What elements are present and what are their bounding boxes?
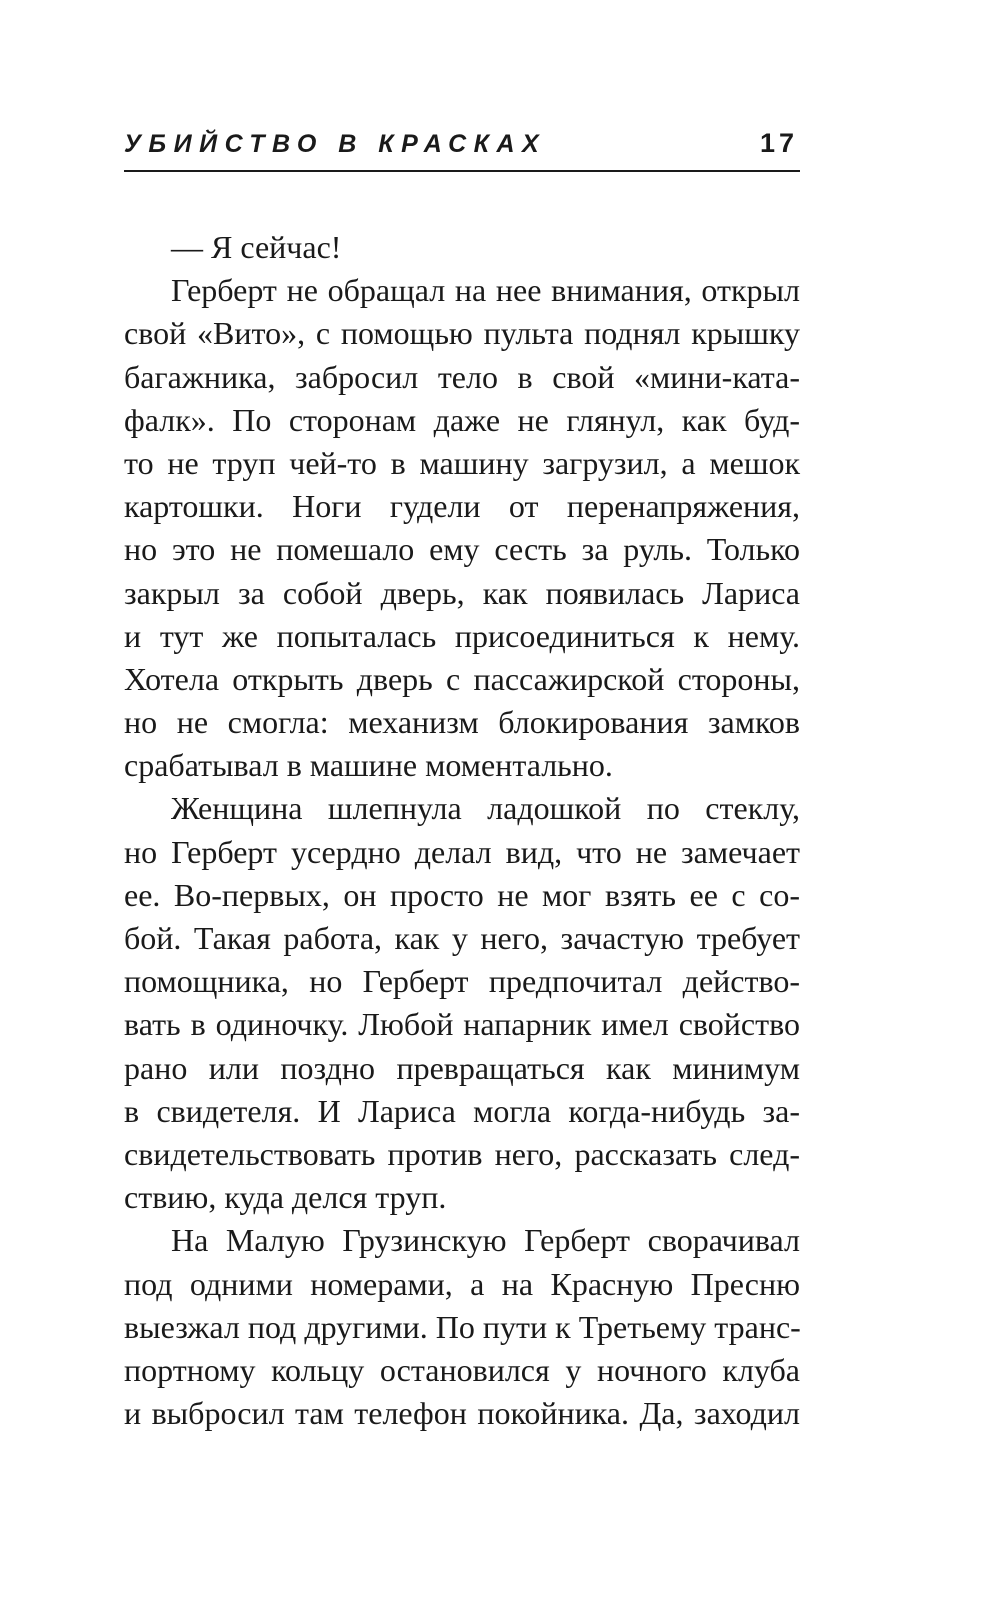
text-line: свидетельствовать против него, рассказать след- [124,1135,800,1172]
text-line: фалк». По сторонам даже не глянул, как буд- [124,401,800,438]
text-line: и тут же попыталась присоединиться к нему. [124,617,800,654]
text-line: бой. Такая работа, как у него, зачастую требует [124,920,800,956]
text-line: но это не помешало ему сесть за руль. Только [124,531,800,568]
text-line: вать в одиночку. Любой напарник имел свойство [124,1006,800,1043]
text-line: На Малую Грузинскую Герберт сворачивал [171,1222,800,1259]
text-line: но Герберт усердно делал вид, что не замечает [124,833,800,870]
text-line: портному кольцу остановился у ночного клуба [124,1351,800,1388]
text-line: ствию, куда делся труп. [124,1179,447,1216]
text-line: багажника, забросил тело в свой «мини-ката- [124,358,800,395]
text-line: Хотела открыть дверь с пассажирской стороны, [124,660,800,697]
text-line: но не смогла: механизм блокирования замков [124,704,800,741]
running-head [124,124,800,172]
body-text [124,226,800,1435]
text-line: и выбросил там телефон покойника. Да, заходил [124,1395,800,1432]
text-line: срабатывал в машине моментально. [124,747,613,784]
text-line: то не труп чей-то в машину загрузил, а мешок [124,444,800,481]
text-line: свой «Вито», с помощью пульта поднял крышку [124,315,800,352]
text-line: ее. Во-первых, он просто не мог взять ее с со- [124,876,800,913]
text-line: Герберт не обращал на нее внимания, открыл [171,272,800,309]
book-title: УБИЙСТВО В КРАСКАХ [124,130,547,158]
text-line: картошки. Ноги гудели от перенапряжения, [124,488,800,525]
text-line: рано или поздно превращаться как минимум [124,1049,800,1086]
text-line: в свидетеля. И Лариса могла когда-нибудь за- [124,1092,800,1129]
page-number: 17 [759,128,798,158]
text-line: Женщина шлепнула ладошкой по стеклу, [171,790,800,827]
text-line: — Я сейчас! [171,229,342,265]
text-line: помощника, но Герберт предпочитал действо- [124,963,800,1000]
text-line: под одними номерами, а на Красную Пресню [124,1265,800,1302]
text-line: закрыл за собой дверь, как появилась Лариса [124,574,800,611]
text-line: выезжал под другими. По пути к Третьему транс- [124,1308,801,1345]
